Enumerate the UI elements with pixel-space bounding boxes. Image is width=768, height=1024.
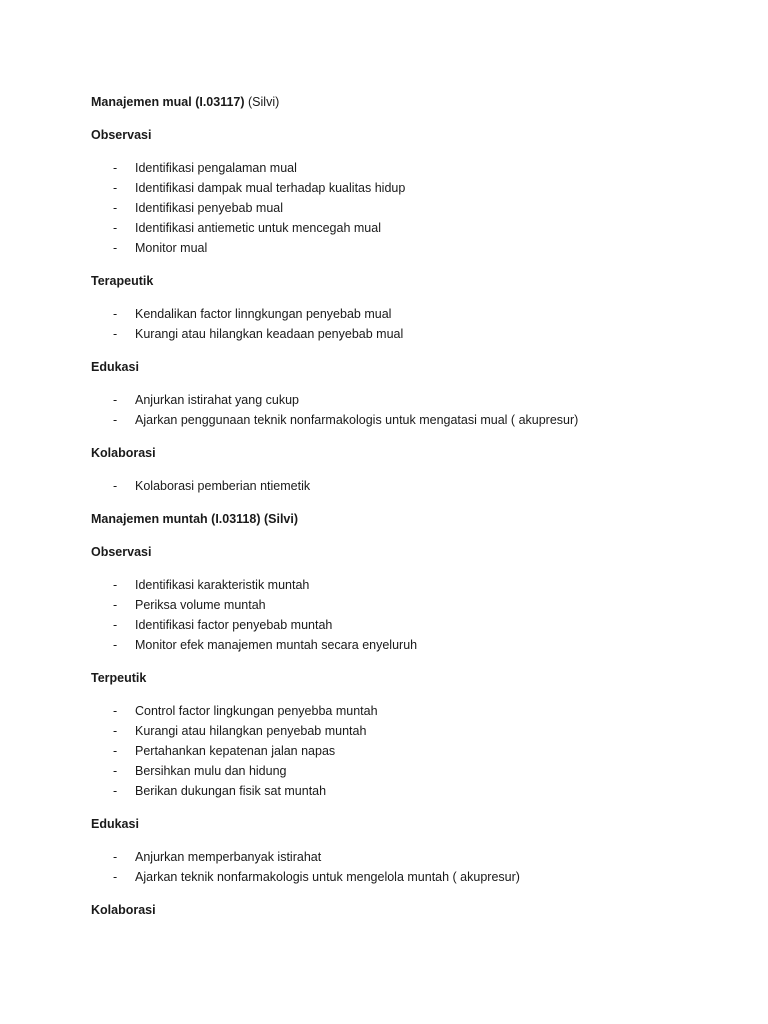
subsection-heading: Terpeutik <box>91 671 147 685</box>
bullet-list <box>91 390 711 430</box>
list-item-text: Identifikasi karakteristik muntah <box>135 578 310 592</box>
paragraph-spacing <box>91 834 711 847</box>
bullet-dash: - <box>113 413 118 427</box>
subsection-heading: Observasi <box>91 128 152 142</box>
section-title <box>91 509 711 529</box>
list-item <box>91 781 711 801</box>
paragraph-spacing <box>91 801 711 814</box>
paragraph-spacing <box>91 377 711 390</box>
list-item-text: Kurangi atau hilangkan keadaan penyebab mual <box>135 327 404 341</box>
list-item <box>91 595 711 615</box>
list-item-text: Kolaborasi pemberian ntiemetik <box>135 479 311 493</box>
bullet-dash: - <box>113 744 118 758</box>
subsection-heading: Edukasi <box>91 817 139 831</box>
list-item-text: Control factor lingkungan penyebba muntah <box>135 704 378 718</box>
list-item <box>91 178 711 198</box>
subsection-heading: Kolaborasi <box>91 903 156 917</box>
bullet-dash: - <box>113 479 118 493</box>
bullet-list <box>91 304 711 344</box>
list-item-text: Identifikasi pengalaman mual <box>135 161 297 175</box>
bullet-dash: - <box>113 241 118 255</box>
document-page <box>91 92 711 920</box>
list-item <box>91 476 711 496</box>
list-item-text: Identifikasi penyebab mual <box>135 201 284 215</box>
section-title <box>91 92 711 112</box>
list-item-text: Identifikasi factor penyebab muntah <box>135 618 333 632</box>
bullet-dash: - <box>113 704 118 718</box>
list-item-text: Periksa volume muntah <box>135 598 266 612</box>
bullet-dash: - <box>113 638 118 652</box>
paragraph-spacing <box>91 655 711 668</box>
subsection-heading: Observasi <box>91 545 152 559</box>
bullet-dash: - <box>113 161 118 175</box>
list-item <box>91 218 711 238</box>
bullet-dash: - <box>113 870 118 884</box>
subsection-heading: Edukasi <box>91 360 139 374</box>
bullet-dash: - <box>113 850 118 864</box>
list-item <box>91 575 711 595</box>
bullet-dash: - <box>113 393 118 407</box>
paragraph-spacing <box>91 688 711 701</box>
list-item <box>91 158 711 178</box>
section-title-bold: Manajemen muntah (I.03118) (Silvi) <box>91 512 299 526</box>
list-item <box>91 701 711 721</box>
section-title-bold: Manajemen mual (I.03117) <box>91 95 245 109</box>
list-item <box>91 390 711 410</box>
bullet-list <box>91 476 711 496</box>
paragraph-spacing <box>91 463 711 476</box>
list-item <box>91 847 711 867</box>
list-item-text: Kurangi atau hilangkan penyebab muntah <box>135 724 367 738</box>
list-item <box>91 741 711 761</box>
subsection-heading: Kolaborasi <box>91 446 156 460</box>
paragraph-spacing <box>91 291 711 304</box>
list-item-text: Monitor mual <box>135 241 208 255</box>
bullet-list <box>91 847 711 887</box>
list-item-text: Anjurkan istirahat yang cukup <box>135 393 299 407</box>
list-item <box>91 761 711 781</box>
bullet-dash: - <box>113 578 118 592</box>
list-item <box>91 410 711 430</box>
bullet-dash: - <box>113 764 118 778</box>
subsection-heading: Terapeutik <box>91 274 154 288</box>
paragraph-spacing <box>91 344 711 357</box>
list-item <box>91 238 711 258</box>
list-item <box>91 304 711 324</box>
bullet-dash: - <box>113 724 118 738</box>
paragraph-spacing <box>91 887 711 900</box>
paragraph-spacing <box>91 430 711 443</box>
bullet-dash: - <box>113 618 118 632</box>
bullet-dash: - <box>113 784 118 798</box>
section-title-author: (Silvi) <box>244 95 280 109</box>
list-item-text: Identifikasi antiemetic untuk mencegah mual <box>135 221 381 235</box>
list-item-text: Identifikasi dampak mual terhadap kualitas hidup <box>135 181 406 195</box>
paragraph-spacing <box>91 258 711 271</box>
list-item-text: Ajarkan penggunaan teknik nonfarmakologis untuk mengatasi mual ( akupresur) <box>135 413 579 427</box>
list-item-text: Ajarkan teknik nonfarmakologis untuk mengelola muntah ( akupresur) <box>135 870 520 884</box>
paragraph-spacing <box>91 145 711 158</box>
bullet-dash: - <box>113 181 118 195</box>
paragraph-spacing <box>91 496 711 509</box>
list-item <box>91 615 711 635</box>
bullet-dash: - <box>113 327 118 341</box>
list-item-text: Berikan dukungan fisik sat muntah <box>135 784 327 798</box>
paragraph-spacing <box>91 112 711 125</box>
list-item-text: Bersihkan mulu dan hidung <box>135 764 287 778</box>
bullet-dash: - <box>113 307 118 321</box>
list-item <box>91 198 711 218</box>
paragraph-spacing <box>91 562 711 575</box>
list-item-text: Kendalikan factor linngkungan penyebab mual <box>135 307 392 321</box>
paragraph-spacing <box>91 529 711 542</box>
bullet-list <box>91 701 711 801</box>
bullet-dash: - <box>113 221 118 235</box>
list-item-text: Pertahankan kepatenan jalan napas <box>135 744 336 758</box>
bullet-dash: - <box>113 201 118 215</box>
bullet-list <box>91 575 711 655</box>
list-item-text: Monitor efek manajemen muntah secara enyeluruh <box>135 638 418 652</box>
list-item <box>91 867 711 887</box>
list-item-text: Anjurkan memperbanyak istirahat <box>135 850 322 864</box>
bullet-dash: - <box>113 598 118 612</box>
list-item <box>91 721 711 741</box>
bullet-list <box>91 158 711 258</box>
list-item <box>91 635 711 655</box>
list-item <box>91 324 711 344</box>
